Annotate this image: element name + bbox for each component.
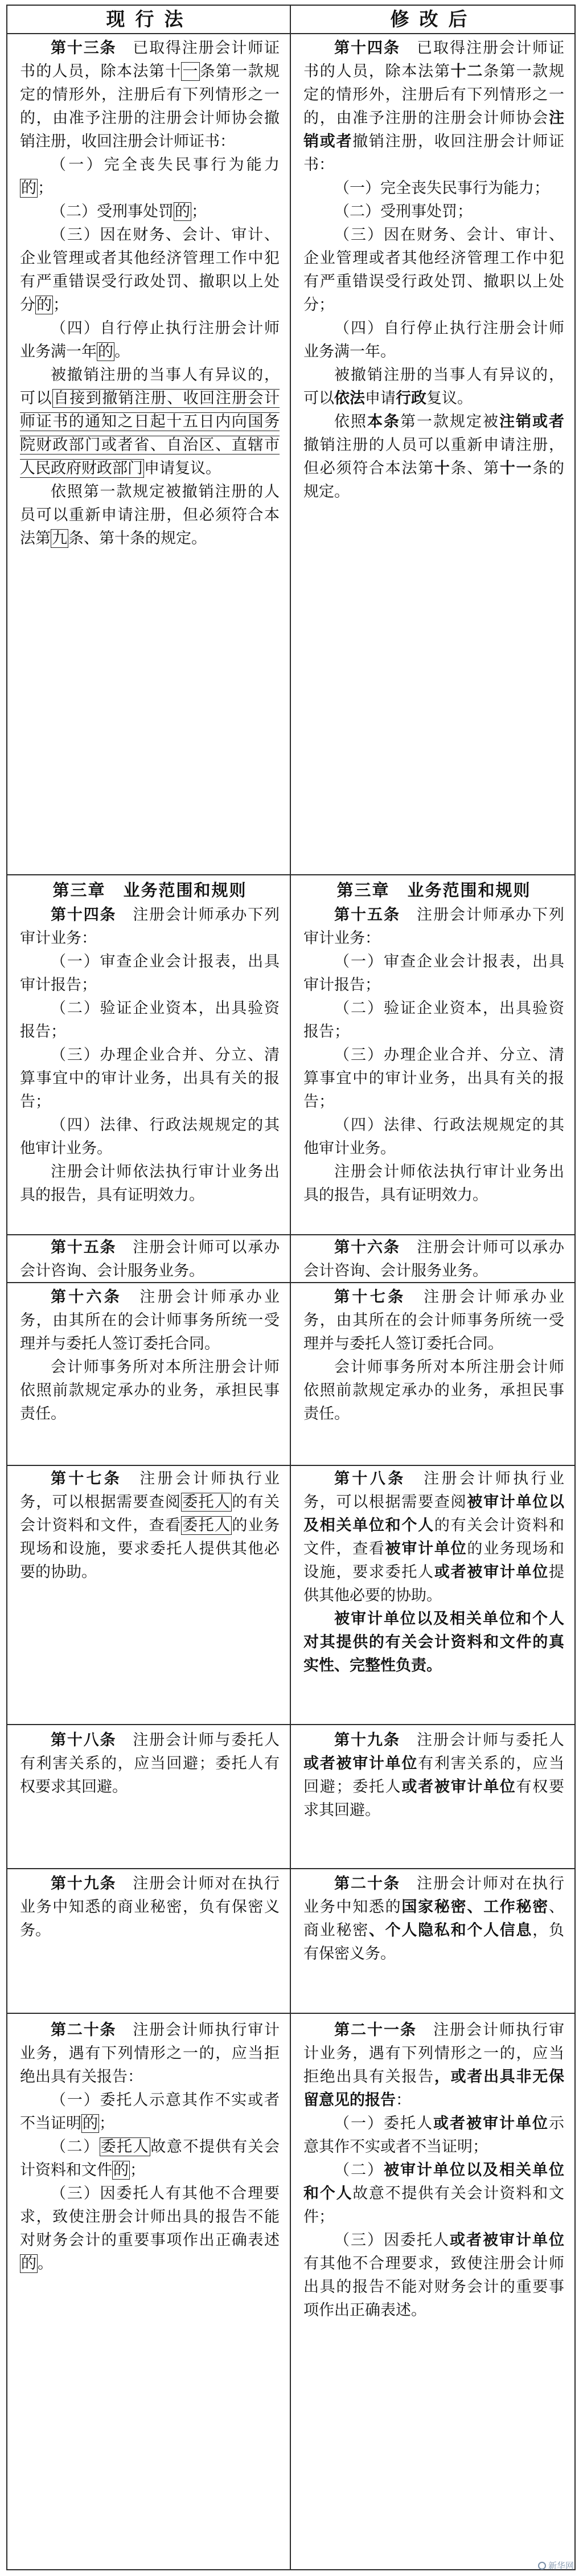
old-article-20: 第二十条 注册会计师执行审计业务，遇有下列情形之一的，应当拒绝出具有关报告： （一）委托人示意其作不实或者不当证明的； （二）委托人故意不提供有关会计资料和文件的； （三）因委托人有其他不合理要求，致使注册会计师出具的报告不能对财务会计的重要事项作出正确表述的。 bbox=[20, 2021, 280, 2272]
new-article-16: 第十六条 注册会计师可以承办会计咨询、会计服务业务。 bbox=[303, 1239, 564, 1280]
row-divider bbox=[7, 33, 574, 34]
old-chapter-3: 第三章 业务范围和规则 第十四条 注册会计师承办下列审计业务： （一）审查企业会计报表，出具审计报告； （二）验证企业资本，出具验资报告； （三）办理企业合并、分立、清算事宜中的审计业务，出具有关的报告； （四）法律、行政法规规定的其他审计业务。 注册会计师依法执行审计业务出具的报告，具有证明效力。 bbox=[7, 877, 290, 1207]
logo-icon bbox=[538, 2562, 546, 2570]
new-article-21: 第二十一条 注册会计师执行审计业务，遇有下列情形之一的，应当拒绝出具有关报告，或者出具非无保留意见的报告： （一）委托人或者被审计单位示意其作不实或者不当证明； （二）被审计单位以及相关单位和个人故意不提供有关会计资料和文件； （三）因委托人或者被审计单位有其他不合理要求，致使注册会计师出具的报告不能对财务会计的重要事项作出正确表述。 bbox=[303, 2021, 565, 2319]
old-article-17: 第十七条 注册会计师执行业务，可以根据需要查阅委托人的有关会计资料和文件，查看委托人的业务现场和设施，要求委托人提供其他必要的协助。 bbox=[20, 1470, 280, 1581]
comparison-table bbox=[6, 5, 576, 2570]
new-article-19: 第十九条 注册会计师与委托人或者被审计单位有利害关系的，应当回避；委托人或者被审计单位有权要求其回避。 bbox=[303, 1731, 565, 1819]
old-article-16: 第十六条 注册会计师承办业务，由其所在的会计师事务所统一受理并与委托人签订委托合同。 会计师事务所对本所注册会计师依照前款规定承办的业务，承担民事责任。 bbox=[20, 1288, 280, 1423]
old-article-18: 第十八条 注册会计师与委托人有利害关系的，应当回避；委托人有权要求其回避。 bbox=[20, 1731, 280, 1796]
new-article-18: 第十八条 注册会计师执行业务，可以根据需要查阅被审计单位以及相关单位和个人的有关会计资料和文件，查看被审计单位的业务现场和设施，要求委托人或者被审计单位提供其他必要的协助。 被审计单位以及相关单位和个人对其提供的有关会计资料和文件的真实性、完整性负责。 bbox=[303, 1470, 565, 1674]
row-divider bbox=[7, 1724, 574, 1725]
header-current-law: 现行法 bbox=[106, 8, 194, 30]
row-divider bbox=[7, 1282, 574, 1283]
old-article-19: 第十九条 注册会计师对在执行业务中知悉的商业秘密，负有保密义务。 bbox=[20, 1875, 280, 1939]
row-divider bbox=[7, 874, 574, 875]
new-article-20: 第二十条 注册会计师对在执行业务中知悉的国家秘密、工作秘密、商业秘密、个人隐私和个人信息，负有保密义务。 bbox=[303, 1875, 565, 1963]
new-article-14: 第十四条 已取得注册会计师证书的人员，除本法第十二条第一款规定的情形外，注册后有下列情形之一的，由准予注册的注册会计师协会注销或者撤销注册，收回注册会计师证书： （一）完全丧失民事行为能力； （二）受刑事处罚； （三）因在财务、会计、审计、企业管理或者其他经济管理工作中犯有严重错误受行政处罚、撤职以上处分； （四）自行停止执行注册会计师业务满一年。 被撤销注册的当事人有异议的，可以依法申请行政复议。 依照本条第一款规定被注销或者撤销注册的人员可以重新申请注册，但必须符合本法第十条、第十一条的规定。 bbox=[303, 39, 565, 501]
chapter-title: 第三章 业务范围和规则 bbox=[336, 880, 531, 900]
row-divider bbox=[7, 2013, 574, 2014]
row-divider bbox=[7, 1234, 574, 1235]
chapter-title: 第三章 业务范围和规则 bbox=[52, 880, 247, 900]
watermark-logo: 新华网 bbox=[538, 2559, 574, 2571]
new-chapter-3: 第三章 业务范围和规则 第十五条 注册会计师承办下列审计业务： （一）审查企业会计报表，出具审计报告； （二）验证企业资本，出具验资报告； （三）办理企业合并、分立、清算事宜中的审计业务，出具有关的报告； （四）法律、行政法规规定的其他审计业务。 注册会计师依法执行审计业务出具的报告，具有证明效力。 bbox=[291, 877, 574, 1207]
old-article-13: 第十三条 已取得注册会计师证书的人员，除本法第十一条第一款规定的情形外，注册后有下列情形之一的，由准予注册的注册会计师协会撤销注册，收回注册会计师证书： （一）完全丧失民事行为能力的； （二）受刑事处罚的； （三）因在财务、会计、审计、企业管理或者其他经济管理工作中犯有严重错误受行政处罚、撤职以上处分的； （四）自行停止执行注册会计师业务满一年的。 被撤销注册的当事人有异议的，可以自接到撤销注册、收回注册会计师证书的通知之日起十五日内向国务院财政部门或者省、自治区、直辖市人民政府财政部门申请复议。 依照第一款规定被撤销注册的人员可以重新申请注册，但必须符合本法第九条、第十条的规定。 bbox=[20, 39, 280, 547]
new-article-17: 第十七条 注册会计师承办业务，由其所在的会计师事务所统一受理并与委托人签订委托合同。 会计师事务所对本所注册会计师依照前款规定承办的业务，承担民事责任。 bbox=[303, 1288, 565, 1423]
old-article-15: 第十五条 注册会计师可以承办会计咨询、会计服务业务。 bbox=[20, 1239, 280, 1280]
row-divider bbox=[7, 1465, 574, 1466]
row-divider bbox=[7, 1868, 574, 1869]
header-amended: 修改后 bbox=[390, 8, 478, 30]
